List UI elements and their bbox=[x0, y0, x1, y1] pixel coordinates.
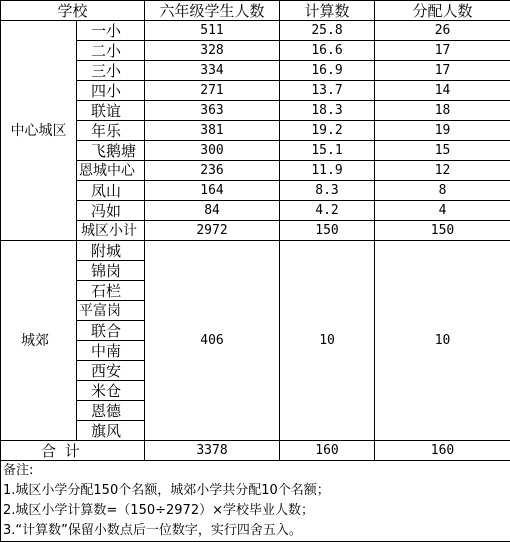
suburb-school-name: 米仓 bbox=[77, 381, 145, 401]
school-name: 凤山 bbox=[77, 181, 145, 201]
school-name: 恩城中心 bbox=[77, 161, 145, 181]
computed-cell: 8.3 bbox=[280, 181, 375, 201]
computed-cell: 19.2 bbox=[280, 121, 375, 141]
subtotal-label: 城区小计 bbox=[77, 221, 145, 241]
subtotal-allocated: 150 bbox=[375, 221, 510, 241]
school-name: 三小 bbox=[77, 61, 145, 81]
allocated-cell: 17 bbox=[375, 61, 510, 81]
total-computed: 160 bbox=[280, 441, 375, 461]
suburb-graduates: 406 bbox=[145, 241, 280, 441]
suburb-school-name: 中南 bbox=[77, 341, 145, 361]
allocated-cell: 19 bbox=[375, 121, 510, 141]
suburb-school-name: 锦岗 bbox=[77, 261, 145, 281]
table-row bbox=[1, 181, 510, 201]
school-name: 联谊 bbox=[77, 101, 145, 121]
notes-title: 备注: bbox=[3, 461, 508, 481]
note-line: 2.城区小学计算数=（150÷2972）×学校毕业人数； bbox=[3, 501, 508, 521]
graduates-cell: 300 bbox=[145, 141, 280, 161]
graduates-cell: 84 bbox=[145, 201, 280, 221]
graduates-cell: 363 bbox=[145, 101, 280, 121]
total-row bbox=[1, 441, 510, 461]
allocated-cell: 15 bbox=[375, 141, 510, 161]
subtotal-computed: 150 bbox=[280, 221, 375, 241]
table-row bbox=[1, 201, 510, 221]
school-name: 飞鹅塘 bbox=[77, 141, 145, 161]
total-graduates: 3378 bbox=[145, 441, 280, 461]
allocated-cell: 8 bbox=[375, 181, 510, 201]
school-name: 年乐 bbox=[77, 121, 145, 141]
graduates-cell: 334 bbox=[145, 61, 280, 81]
graduates-cell: 271 bbox=[145, 81, 280, 101]
graduates-cell: 236 bbox=[145, 161, 280, 181]
table-row bbox=[1, 241, 510, 261]
note-line: 1.城区小学分配150个名额，城郊小学共分配10个名额； bbox=[3, 481, 508, 501]
allocated-cell: 4 bbox=[375, 201, 510, 221]
graduates-cell: 328 bbox=[145, 41, 280, 61]
computed-cell: 11.9 bbox=[280, 161, 375, 181]
header-computed: 计算数 bbox=[280, 1, 375, 21]
suburb-school-name: 恩德 bbox=[77, 401, 145, 421]
computed-cell: 16.6 bbox=[280, 41, 375, 61]
suburb-school-name: 附城 bbox=[77, 241, 145, 261]
total-allocated: 160 bbox=[375, 441, 510, 461]
graduates-cell: 164 bbox=[145, 181, 280, 201]
region-central: 中心城区 bbox=[1, 21, 77, 241]
table-row bbox=[1, 81, 510, 101]
notes-row bbox=[1, 461, 510, 542]
graduates-cell: 381 bbox=[145, 121, 280, 141]
notes-cell bbox=[1, 461, 510, 542]
computed-cell: 25.8 bbox=[280, 21, 375, 41]
table-row bbox=[1, 61, 510, 81]
table-row bbox=[1, 21, 510, 41]
allocated-cell: 14 bbox=[375, 81, 510, 101]
computed-cell: 15.1 bbox=[280, 141, 375, 161]
subtotal-row bbox=[1, 221, 510, 241]
suburb-computed: 10 bbox=[280, 241, 375, 441]
note-line: 3.“计算数”保留小数点后一位数字，实行四舍五入。 bbox=[3, 521, 508, 541]
suburb-school-name: 联合 bbox=[77, 321, 145, 341]
computed-cell: 18.3 bbox=[280, 101, 375, 121]
suburb-school-name: 石栏 bbox=[77, 281, 145, 301]
table-row bbox=[1, 41, 510, 61]
school-name: 一小 bbox=[77, 21, 145, 41]
allocated-cell: 12 bbox=[375, 161, 510, 181]
total-label: 合 计 bbox=[1, 441, 145, 461]
table-row bbox=[1, 141, 510, 161]
table-row bbox=[1, 161, 510, 181]
subtotal-graduates: 2972 bbox=[145, 221, 280, 241]
suburb-school-name: 旗风 bbox=[77, 421, 145, 441]
table-row bbox=[1, 121, 510, 141]
suburb-school-name: 平富岗 bbox=[77, 301, 145, 321]
school-name: 二小 bbox=[77, 41, 145, 61]
graduates-cell: 511 bbox=[145, 21, 280, 41]
computed-cell: 16.9 bbox=[280, 61, 375, 81]
school-name: 冯如 bbox=[77, 201, 145, 221]
suburb-school-name: 西安 bbox=[77, 361, 145, 381]
header-allocated: 分配人数 bbox=[375, 1, 510, 21]
suburb-allocated: 10 bbox=[375, 241, 510, 441]
region-suburb: 城郊 bbox=[1, 241, 77, 441]
allocated-cell: 17 bbox=[375, 41, 510, 61]
computed-cell: 13.7 bbox=[280, 81, 375, 101]
header-school: 学校 bbox=[1, 1, 145, 21]
header-graduates: 六年级学生人数 bbox=[145, 1, 280, 21]
computed-cell: 4.2 bbox=[280, 201, 375, 221]
school-name: 四小 bbox=[77, 81, 145, 101]
header-row bbox=[1, 1, 510, 21]
allocated-cell: 26 bbox=[375, 21, 510, 41]
allocated-cell: 18 bbox=[375, 101, 510, 121]
table-row bbox=[1, 101, 510, 121]
